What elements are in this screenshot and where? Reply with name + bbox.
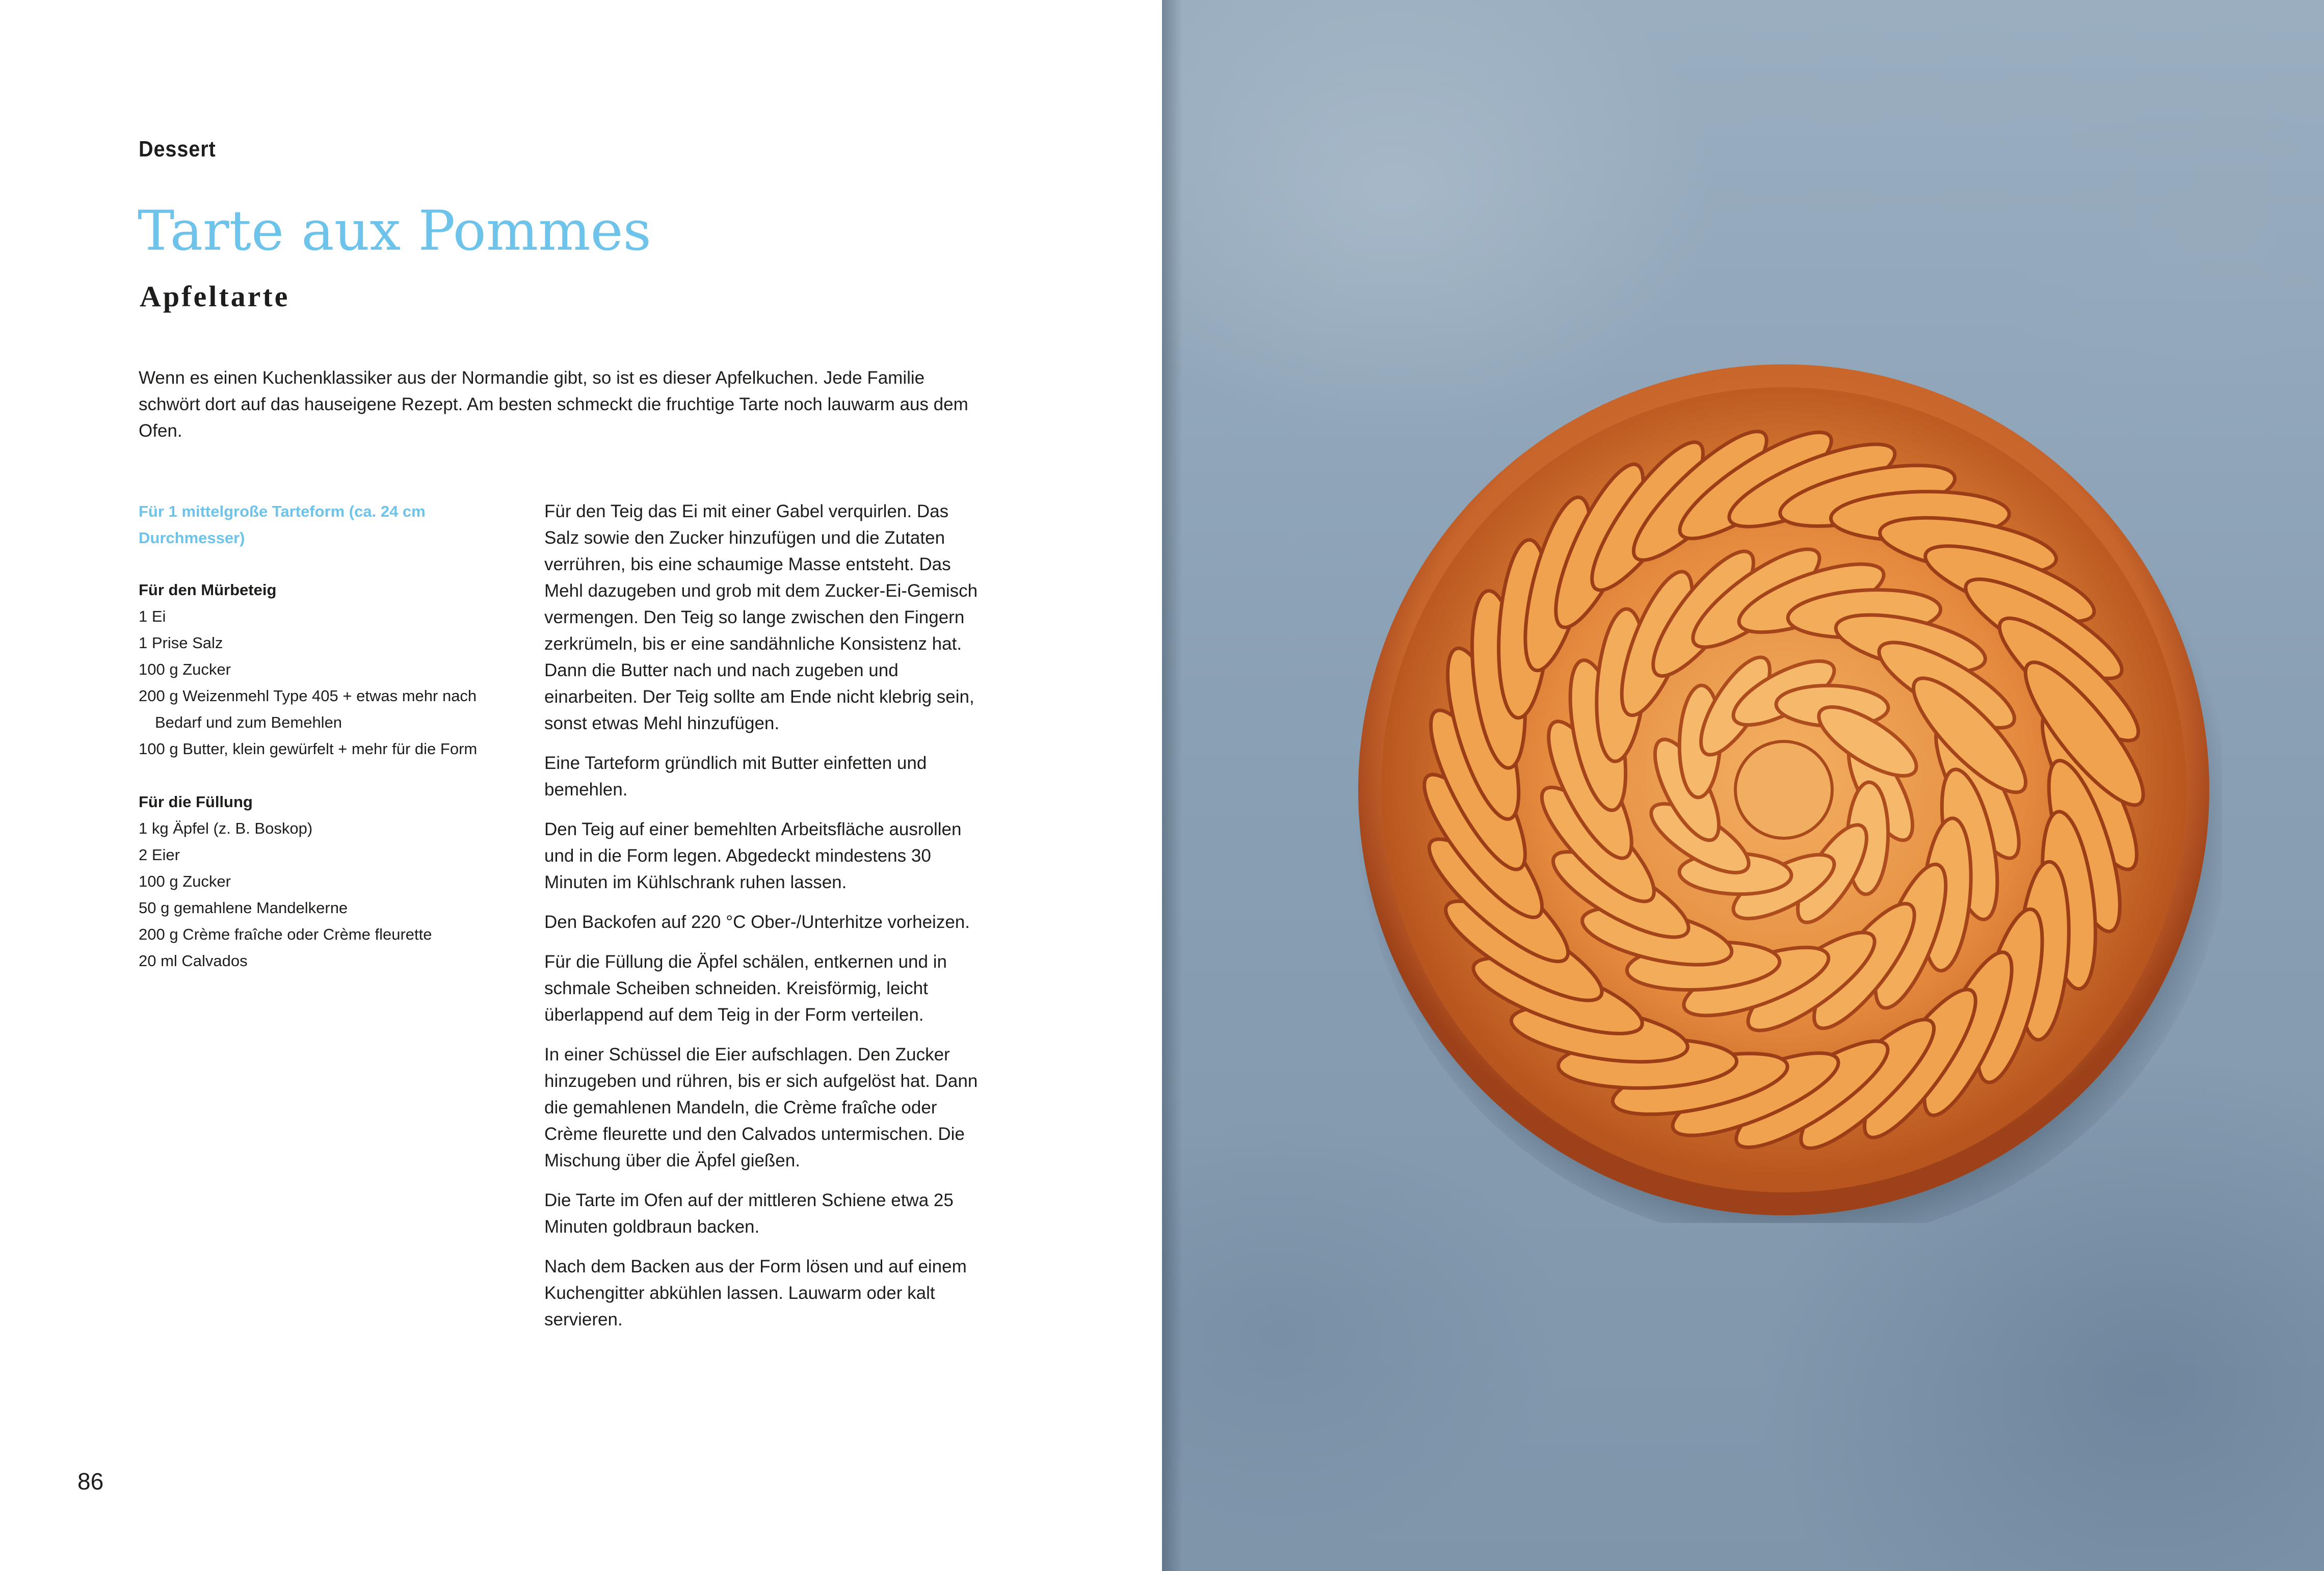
tart-photo (1345, 357, 2222, 1223)
method-step: Für den Teig das Ei mit einer Gabel verquirlen. Das Salz sowie den Zucker hinzufügen und die Zutaten verrühren, bis eine schaumige Masse entsteht. Das Mehl dazugeben und grob mit dem Zucker-Ei-Gemisch vermengen. Den Teig so lange zwischen den Fingern zerkrümeln, bis er eine sandähnliche Konsistenz hat. Dann die Butter nach und nach zugeben und einarbeiten. Der Teig sollte am Ende nicht klebrig sein, sonst etwas Mehl hinzufügen. (544, 501, 978, 733)
page-number: 86 (77, 1468, 104, 1495)
ingredient-item: 1 Ei (139, 607, 166, 625)
filling-heading: Für die Füllung (139, 793, 253, 811)
ingredient-item: 100 g Zucker (139, 660, 231, 678)
tart-center (1735, 741, 1832, 838)
ingredient-item: 1 Prise Salz (139, 634, 223, 652)
filling-ingredient-list (139, 815, 506, 974)
method-step: In einer Schüssel die Eier aufschlagen. Den Zucker hinzugeben und rühren, bis er sich aufgelöst hat. Dann die gemahlenen Mandeln, die Crème fraîche oder Crème fleurette und den Calvados untermischen. Die Mischung über die Äpfel gießen. (544, 1045, 978, 1170)
method-step: Den Backofen auf 220 °C Ober-/Unterhitze vorheizen. (544, 912, 970, 932)
method-step: Für die Füllung die Äpfel schälen, entkernen und in schmale Scheiben schneiden. Kreisförmig, leicht überlappend auf dem Teig in der Form verteilen. (544, 952, 947, 1025)
ingredients-column (139, 498, 506, 1001)
method-step: Eine Tarteform gründlich mit Butter einfetten und bemehlen. (544, 753, 927, 800)
ingredient-item: 20 ml Calvados (139, 952, 248, 970)
recipe-intro: Wenn es einen Kuchenklassiker aus der Normandie gibt, so ist es dieser Apfelkuchen. Jede Familie schwört dort auf das hauseigene Rezept. Am besten schmeckt die fruchtige Tarte noch lauwarm aus dem Ofen. (139, 368, 968, 441)
ingredient-item: 100 g Zucker (139, 872, 231, 890)
recipe-title: Tarte aux Pommes (138, 199, 651, 263)
ingredient-item: 200 g Crème fraîche oder Crème fleurette (139, 925, 432, 943)
portion-note: Für 1 mittelgroße Tarteform (ca. 24 cm Durchmesser) (139, 502, 426, 547)
ingredient-item: 1 kg Äpfel (z. B. Boskop) (139, 819, 313, 837)
ingredient-item: 2 Eier (139, 846, 180, 864)
method-column (544, 498, 980, 1346)
method-step: Nach dem Backen aus der Form lösen und auf einem Kuchengitter abkühlen lassen. Lauwarm oder kalt servieren. (544, 1257, 967, 1329)
dough-heading: Für den Mürbeteig (139, 581, 277, 599)
dough-ingredient-list (139, 603, 506, 762)
recipe-subtitle: Apfeltarte (140, 280, 290, 313)
page-gutter (1162, 0, 1182, 1571)
ingredient-item: 50 g gemahlene Mandelkerne (139, 899, 348, 917)
ingredient-item: 100 g Butter, klein gewürfelt + mehr für die Form (139, 740, 478, 758)
method-step: Den Teig auf einer bemehlten Arbeitsfläche ausrollen und in die Form legen. Abgedeckt mindestens 30 Minuten im Kühlschrank ruhen lassen. (544, 819, 962, 892)
ingredient-item: 200 g Weizenmehl Type 405 + etwas mehr nach Bedarf und zum Bemehlen (139, 687, 477, 731)
section-label: Dessert (139, 137, 216, 162)
method-step: Die Tarte im Ofen auf der mittleren Schiene etwa 25 Minuten goldbraun backen. (544, 1190, 954, 1237)
